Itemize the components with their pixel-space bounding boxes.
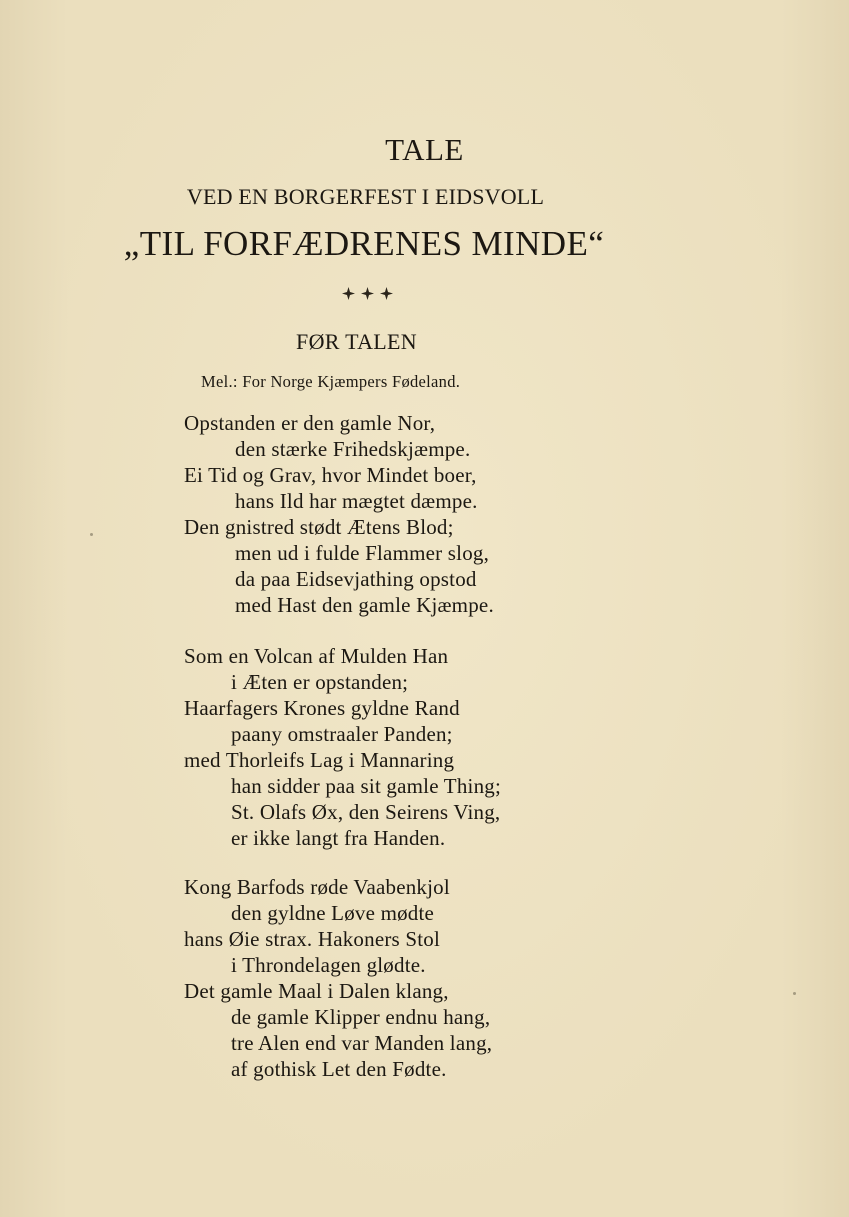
paper-speck [793, 992, 796, 995]
melody-note: Mel.: For Norge Kjæmpers Fødeland. [201, 372, 461, 391]
poem-line: med Hast den gamle Kjæmpe. [235, 593, 494, 617]
poem-line: Ei Tid og Grav, hvor Mindet boer, [184, 463, 477, 487]
fleuron-ornament [342, 287, 393, 300]
poem-line: i Throndelagen glødte. [231, 953, 426, 977]
poem-line: af gothisk Let den Fødte. [231, 1057, 447, 1081]
poem-line: tre Alen end var Manden lang, [231, 1031, 493, 1055]
poem-line: men ud i fulde Flammer slog, [235, 541, 490, 565]
poem-line: Som en Volcan af Mulden Han [184, 644, 449, 668]
poem-line: paany omstraaler Panden; [231, 722, 453, 746]
fleuron-icon [380, 287, 393, 300]
poem-line: er ikke langt fra Handen. [231, 826, 446, 850]
poem-line: med Thorleifs Lag i Mannaring [184, 748, 455, 772]
poem-stanza [184, 874, 492, 1082]
poem-line: den gyldne Løve mødte [231, 901, 435, 925]
poem-line: Det gamle Maal i Dalen klang, [184, 979, 449, 1003]
poem-line: hans Øie strax. Hakoners Stol [184, 927, 441, 951]
motto-heading: „TIL FORFÆDRENES MINDE“ [123, 224, 605, 263]
poem-line: da paa Eidsevjathing opstod [235, 567, 477, 591]
poem-line: han sidder paa sit gamle Thing; [231, 774, 502, 798]
fleuron-icon [361, 287, 374, 300]
poem-stanza [184, 643, 501, 851]
section-title: FØR TALEN [296, 329, 417, 354]
poem-line: Den gnistred stødt Ætens Blod; [184, 515, 454, 539]
fleuron-icon [342, 287, 355, 300]
poem-stanza [184, 410, 494, 618]
poem-line: Haarfagers Krones gyldne Rand [184, 696, 460, 720]
poem-line: i Æten er opstanden; [231, 670, 409, 694]
page-subtitle: VED EN BORGERFEST I EIDSVOLL [186, 184, 545, 209]
poem-line: de gamle Klipper endnu hang, [231, 1005, 491, 1029]
page-title: TALE [385, 132, 464, 167]
poem-line: den stærke Frihedskjæmpe. [235, 437, 471, 461]
poem-line: Kong Barfods røde Vaabenkjol [184, 875, 450, 899]
paper-speck [90, 533, 93, 536]
poem-line: St. Olafs Øx, den Seirens Ving, [231, 800, 501, 824]
poem-line: Opstanden er den gamle Nor, [184, 411, 436, 435]
poem-line: hans Ild har mægtet dæmpe. [235, 489, 478, 513]
